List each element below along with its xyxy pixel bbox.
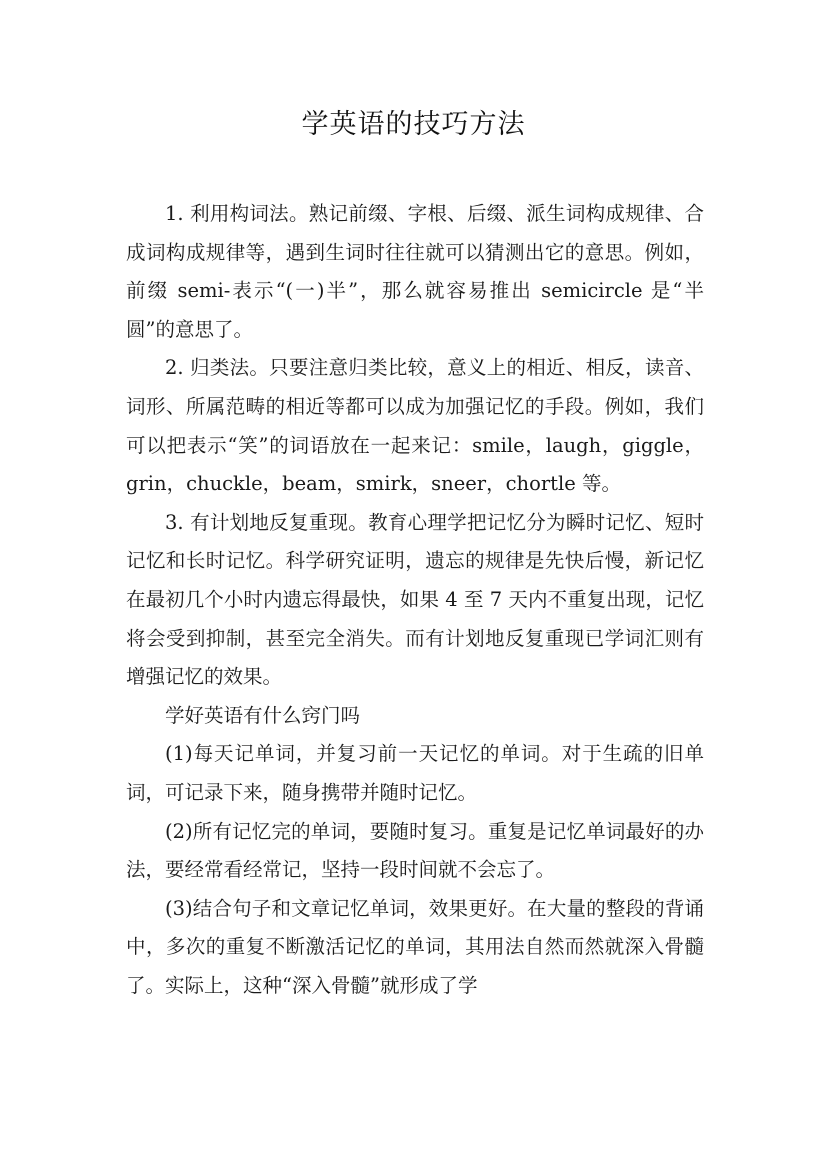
paragraph-tip-1: (1)每天记单词，并复习前一天记忆的单词。对于生疏的旧单词，可记录下来，随身携带并随时记忆。 <box>126 742 704 804</box>
paragraph-tip-3: (3)结合句子和文章记忆单词，效果更好。在大量的整段的背诵中，多次的重复不断激活记忆的单词，其用法自然而然就深入骨髓了。实际上，这种“深入骨髓”就形成了学 <box>126 896 704 997</box>
paragraph-tip-2: (2)所有记忆完的单词，要随时复习。重复是记忆单词最好的办法，要经常看经常记，坚持一段时间就不会忘了。 <box>126 819 704 882</box>
paragraph-word-formation: 1. 利用构词法。熟记前缀、字根、后缀、派生词构成规律、合成词构成规律等，遇到生词时往往就可以猜测出它的意思。例如，前缀 semi-表示“(一)半”，那么就容易推出 semicircle 是“半圆”的意思了。 <box>126 202 704 341</box>
document-title: 学英语的技巧方法 <box>301 109 526 140</box>
paragraph-categorization: 2. 归类法。只要注意归类比较，意义上的相近、相反，读音、词形、所属范畴的相近等都可以成为加强记忆的手段。例如，我们可以把表示“笑”的词语放在一起来记：smile，laugh，giggle，grin，chuckle，beam，smirk，sneer，chortle 等。 <box>126 356 704 496</box>
section-heading-tips: 学好英语有什么窍门吗 <box>165 703 361 727</box>
paragraph-repetition: 3. 有计划地反复重现。教育心理学把记忆分为瞬时记忆、短时记忆和长时记忆。科学研究证明，遗忘的规律是先快后慢，新记忆在最初几个小时内遗忘得最快，如果 4 至 7 天内不重复出现，记忆将会受到抑制，甚至完全消失。而有计划地反复重现已学词汇则有增强记忆的效果。 <box>126 510 704 689</box>
document-body <box>126 195 704 1005</box>
